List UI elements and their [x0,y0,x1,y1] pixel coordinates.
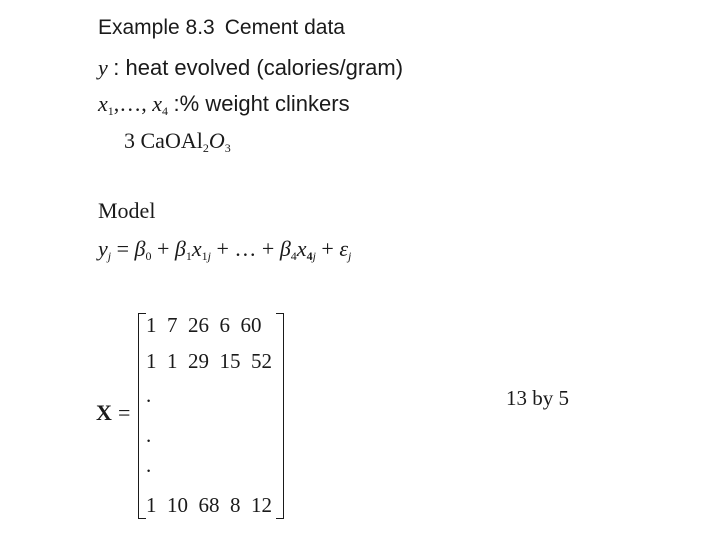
matrix-row: 1 10 68 8 12 [146,493,272,517]
design-matrix [138,313,284,519]
predictors-description: :% weight clinkers [173,91,350,116]
matrix-symbol: X [96,400,112,425]
response-variable: y [98,55,108,80]
matrix-dimensions: 13 by 5 [506,386,569,410]
response-definition [98,55,403,81]
right-bracket [276,313,284,519]
equals-sign: = [118,400,131,425]
response-description: : heat evolved (calories/gram) [113,55,404,80]
predictors-definition: $x_1,\dots$, $x_4$ :% weight clinkers [98,91,350,118]
matrix-ellipsis: . [146,423,152,447]
example-number: Example 8.3 [98,16,215,39]
example-title [98,16,345,40]
left-bracket [138,313,146,519]
model-equation: yj = $\beta_0 + \beta_1x_1j$ + … + $\beta_4x_4j + \varepsilon j$ [98,236,352,263]
matrix-ellipsis: . [146,383,152,407]
example-name: Cement data [224,16,345,39]
compound-formula: 3 $CaOAl_2O_3$ [124,128,231,155]
matrix-row: 1 1 29 15 52 [146,349,272,373]
matrix-row: 1 7 26 6 60 [146,313,262,337]
model-label: Model [98,198,156,223]
matrix-ellipsis: . [146,453,152,477]
